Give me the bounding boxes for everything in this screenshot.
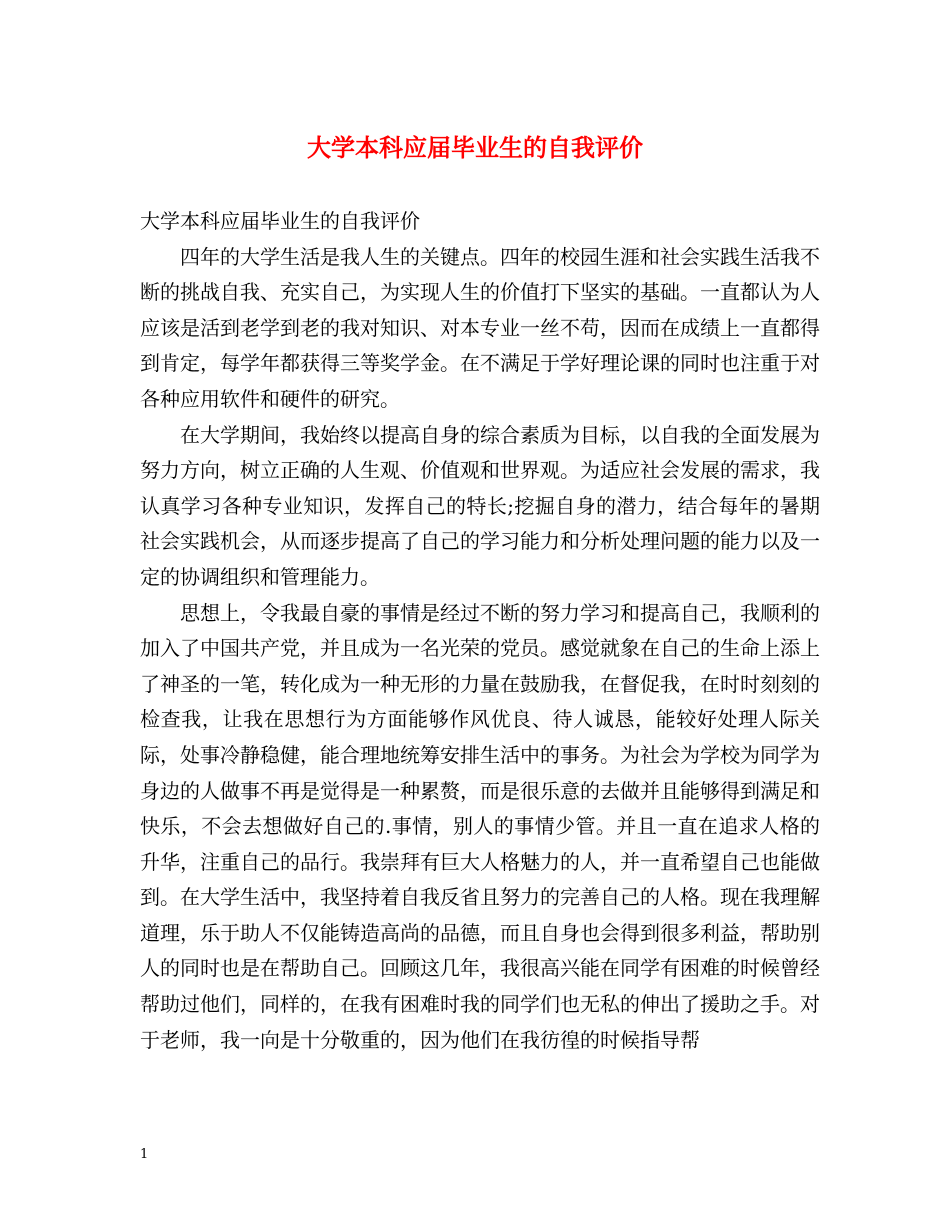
document-body	[140, 204, 820, 1058]
paragraph-2: 在大学期间，我始终以提高自身的综合素质为目标，以自我的全面发展为努力方向，树立正确的人生观、价值观和世界观。为适应社会发展的需求，我认真学习各种专业知识，发挥自己的特长;挖掘自身的潜力，结合每年的暑期社会实践机会，从而逐步提高了自己的学习能力和分析处理问题的能力以及一定的协调组织和管理能力。	[140, 422, 820, 589]
paragraph-3: 思想上，令我最自豪的事情是经过不断的努力学习和提高自己，我顺利的加入了中国共产党，并且成为一名光荣的党员。感觉就象在自己的生命上添上了神圣的一笔，转化成为一种无形的力量在鼓励我，在督促我，在时时刻刻的检查我，让我在思想行为方面能够作风优良、待人诚恳，能较好处理人际关际，处事冷静稳健，能合理地统筹安排生活中的事务。为社会为学校为同学为身边的人做事不再是觉得是一种累赘，而是很乐意的去做并且能够得到满足和快乐，不会去想做好自己的.事情，别人的事情少管。并且一直在追求人格的升华，注重自己的品行。我崇拜有巨大人格魅力的人，并一直希望自己也能做到。在大学生活中，我坚持着自我反省且努力的完善自己的人格。现在我理解道理，乐于助人不仅能铸造高尚的品德，而且自身也会得到很多利益，帮助别人的同时也是在帮助自己。回顾这几年，我很高兴能在同学有困难的时候曾经帮助过他们，同样的，在我有困难时我的同学们也无私的伸出了援助之手。对于老师，我一向是十分敬重的，因为他们在我彷徨的时候指导帮	[140, 600, 820, 1052]
page-number: 1	[140, 1147, 149, 1162]
paragraph-1: 四年的大学生活是我人生的关键点。四年的校园生涯和社会实践生活我不断的挑战自我、充实自己，为实现人生的价值打下坚实的基础。一直都认为人应该是活到老学到老的我对知识、对本专业一丝不苟，因而在成绩上一直都得到肯定，每学年都获得三等奖学金。在不满足于学好理论课的同时也注重于对各种应用软件和硬件的研究。	[140, 244, 820, 411]
document-title: 大学本科应届毕业生的自我评价	[307, 133, 643, 162]
document-subtitle: 大学本科应届毕业生的自我评价	[140, 209, 420, 233]
